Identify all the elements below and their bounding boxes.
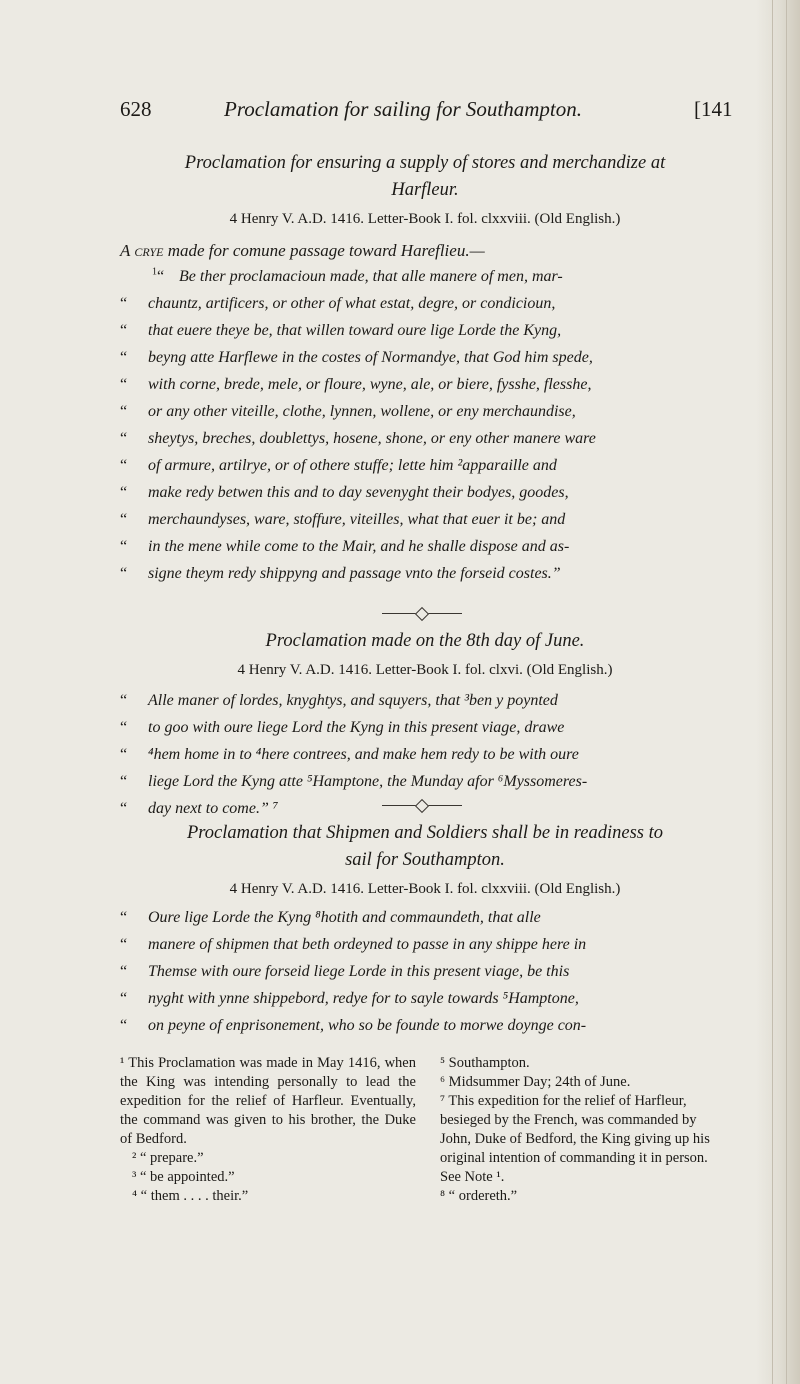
- heading-line: Harfleur.: [391, 180, 459, 200]
- footnotes-right-column: [440, 1054, 730, 1206]
- quote-mark: “: [120, 430, 128, 447]
- section-heading: [120, 820, 730, 874]
- text-line: [120, 533, 730, 560]
- footnote: ⁶ Midsummer Day; 24th of June.: [440, 1074, 631, 1090]
- source-citation: 4 Henry V. A.D. 1416. Letter-Book I. fol. clxvi. (Old English.): [237, 662, 613, 678]
- section-divider: [382, 607, 462, 621]
- quote-mark: “: [120, 963, 128, 980]
- quote-mark: “: [120, 457, 128, 474]
- footnote: ⁸ “ ordereth.”: [440, 1188, 518, 1204]
- quote-mark: “: [120, 936, 128, 953]
- heading-line: Proclamation that Shipmen and Soldiers shall be in readiness to: [186, 823, 663, 843]
- footnote: ⁴ “ them . . . . their.”: [132, 1188, 249, 1204]
- text-line: [120, 452, 730, 479]
- section-shipmen-soldiers: [120, 820, 730, 1039]
- text-line: [120, 506, 730, 533]
- footnote-ref: 1: [152, 266, 157, 278]
- line-text: with corne, brede, mele, or floure, wyne, ale, or biere, fysshe, flesshe,: [148, 376, 592, 393]
- footnote: ¹ This Proclamation was made in May 1416, when the King was intending personally to lead the expedition for the relief of Harfleur. Eventually, the command was given to his brother, the Duke of Bedford.: [120, 1055, 416, 1147]
- source-citation: 4 Henry V. A.D. 1416. Letter-Book I. fol. clxxviii. (Old English.): [229, 211, 621, 227]
- line-text: Themse with oure forseid liege Lorde in this present viage, be this: [148, 963, 570, 980]
- line-text: Alle maner of lordes, knyghtys, and squyers, that ³ben y poynted: [148, 692, 558, 709]
- proclamation-text: [120, 263, 730, 587]
- subheading-smallcaps: crye: [134, 241, 164, 260]
- heading-line: Proclamation for ensuring a supply of stores and merchandize at: [184, 153, 666, 173]
- text-line: [120, 344, 730, 371]
- source-citation: 4 Henry V. A.D. 1416. Letter-Book I. fol. clxxviii. (Old English.): [229, 881, 621, 897]
- quote-mark: “: [120, 719, 128, 736]
- text-line: [120, 904, 730, 931]
- quote-mark: “: [120, 692, 128, 709]
- quote-mark: “: [120, 403, 128, 420]
- line-text: beyng atte Harflewe in the costes of Normandye, that God him spede,: [148, 349, 593, 366]
- line-text: liege Lord the Kyng atte ⁵Hamptone, the Munday afor ⁶Myssomeres-: [148, 773, 588, 790]
- quote-mark: “: [120, 376, 128, 393]
- text-line: [120, 263, 730, 290]
- text-line: [120, 1012, 730, 1039]
- quote-mark: “: [120, 773, 128, 790]
- text-line: [120, 479, 730, 506]
- section-june-proclamation: [120, 628, 730, 822]
- quote-mark: “: [120, 1017, 128, 1034]
- line-text: sheytys, breches, doublettys, hosene, shone, or eny other manere ware: [148, 430, 596, 447]
- text-line: [120, 687, 730, 714]
- quote-mark: “: [120, 800, 128, 817]
- line-text: to goo with oure liege Lord the Kyng in this present viage, drawe: [148, 719, 565, 736]
- line-text: manere of shipmen that beth ordeyned to passe in any shippe here in: [148, 936, 587, 953]
- line-text: on peyne of enprisonement, who so be founde to morwe doynge con-: [148, 1017, 587, 1034]
- text-line: [120, 371, 730, 398]
- line-text: Oure lige Lorde the Kyng ⁸hotith and commaundeth, that alle: [148, 909, 541, 926]
- quote-mark: “: [120, 295, 128, 312]
- line-text: make redy betwen this and to day sevenyght their bodyes, goodes,: [148, 484, 569, 501]
- quote-mark: “: [120, 349, 128, 366]
- footnote: ⁷ This expedition for the relief of Harfleur, besieged by the French, was commanded by John, Duke of Bedford, the King giving up his original intention of commanding it in person. See Note ¹.: [440, 1093, 710, 1185]
- line-text: ⁴hem home in to ⁴here contrees, and make hem redy to be with oure: [148, 746, 579, 763]
- quote-mark: “: [120, 746, 128, 763]
- section-heading: [120, 628, 730, 655]
- divider-diamond-icon: [415, 607, 429, 621]
- heading-line: Proclamation made on the 8th day of June.: [265, 631, 585, 651]
- subheading-lead: A: [120, 241, 135, 260]
- line-text: nyght with ynne shippebord, redye for to sayle towards ⁵Hamptone,: [148, 990, 579, 1007]
- quote-mark: “: [120, 565, 128, 582]
- quote-mark: “: [120, 990, 128, 1007]
- heading-line: sail for Southampton.: [345, 850, 505, 870]
- line-text: signe theym redy shippyng and passage vnto the forseid costes.”: [148, 565, 561, 582]
- quote-mark: “: [120, 511, 128, 528]
- section-divider: [382, 799, 462, 813]
- proclamation-subheading: [120, 239, 730, 263]
- text-line: [120, 290, 730, 317]
- line-text: or any other viteille, clothe, lynnen, wollene, or eny merchaundise,: [148, 403, 576, 420]
- text-line: [120, 768, 730, 795]
- quote-mark: “: [120, 484, 128, 501]
- quote-mark: “: [120, 909, 128, 926]
- line-text: merchaundyses, ware, stoffure, viteilles, what that euer it be; and: [148, 511, 566, 528]
- running-title: Proclamation for sailing for Southampton.: [224, 97, 582, 121]
- line-text: day next to come.” ⁷: [148, 800, 279, 817]
- line-text: in the mene while come to the Mair, and he shalle dispose and as-: [148, 538, 570, 555]
- footnote: ⁵ Southampton.: [440, 1055, 530, 1071]
- line-text: of armure, artilrye, or of othere stuffe; lette him ²apparaille and: [148, 457, 557, 474]
- section-harfleur-supply: [120, 150, 730, 587]
- divider-diamond-icon: [415, 799, 429, 813]
- footnotes-left-column: [120, 1054, 416, 1206]
- section-heading: [120, 150, 730, 204]
- line-text: chauntz, artificers, or other of what estat, degre, or condicioun,: [148, 295, 556, 312]
- text-line: [120, 560, 730, 587]
- footnote: ³ “ be appointed.”: [132, 1169, 235, 1185]
- page-number: 628: [120, 97, 152, 121]
- line-text: that euere theye be, that willen toward oure lige Lorde the Kyng,: [148, 322, 562, 339]
- line-text: Be ther proclamacioun made, that alle manere of men, mar-: [179, 268, 563, 285]
- proclamation-text: [120, 904, 730, 1039]
- quote-mark: “: [120, 538, 128, 555]
- text-line: [120, 958, 730, 985]
- text-line: [120, 985, 730, 1012]
- original-page-marker: [141: [694, 97, 733, 121]
- text-line: [120, 425, 730, 452]
- quote-mark: “: [157, 268, 165, 285]
- footnote: ² “ prepare.”: [132, 1150, 204, 1166]
- text-line: [120, 714, 730, 741]
- text-line: [120, 931, 730, 958]
- text-line: [120, 398, 730, 425]
- quote-mark: “: [120, 322, 128, 339]
- text-line: [120, 317, 730, 344]
- subheading-rest: made for comune passage toward Hareflieu.—: [163, 241, 485, 260]
- text-line: [120, 741, 730, 768]
